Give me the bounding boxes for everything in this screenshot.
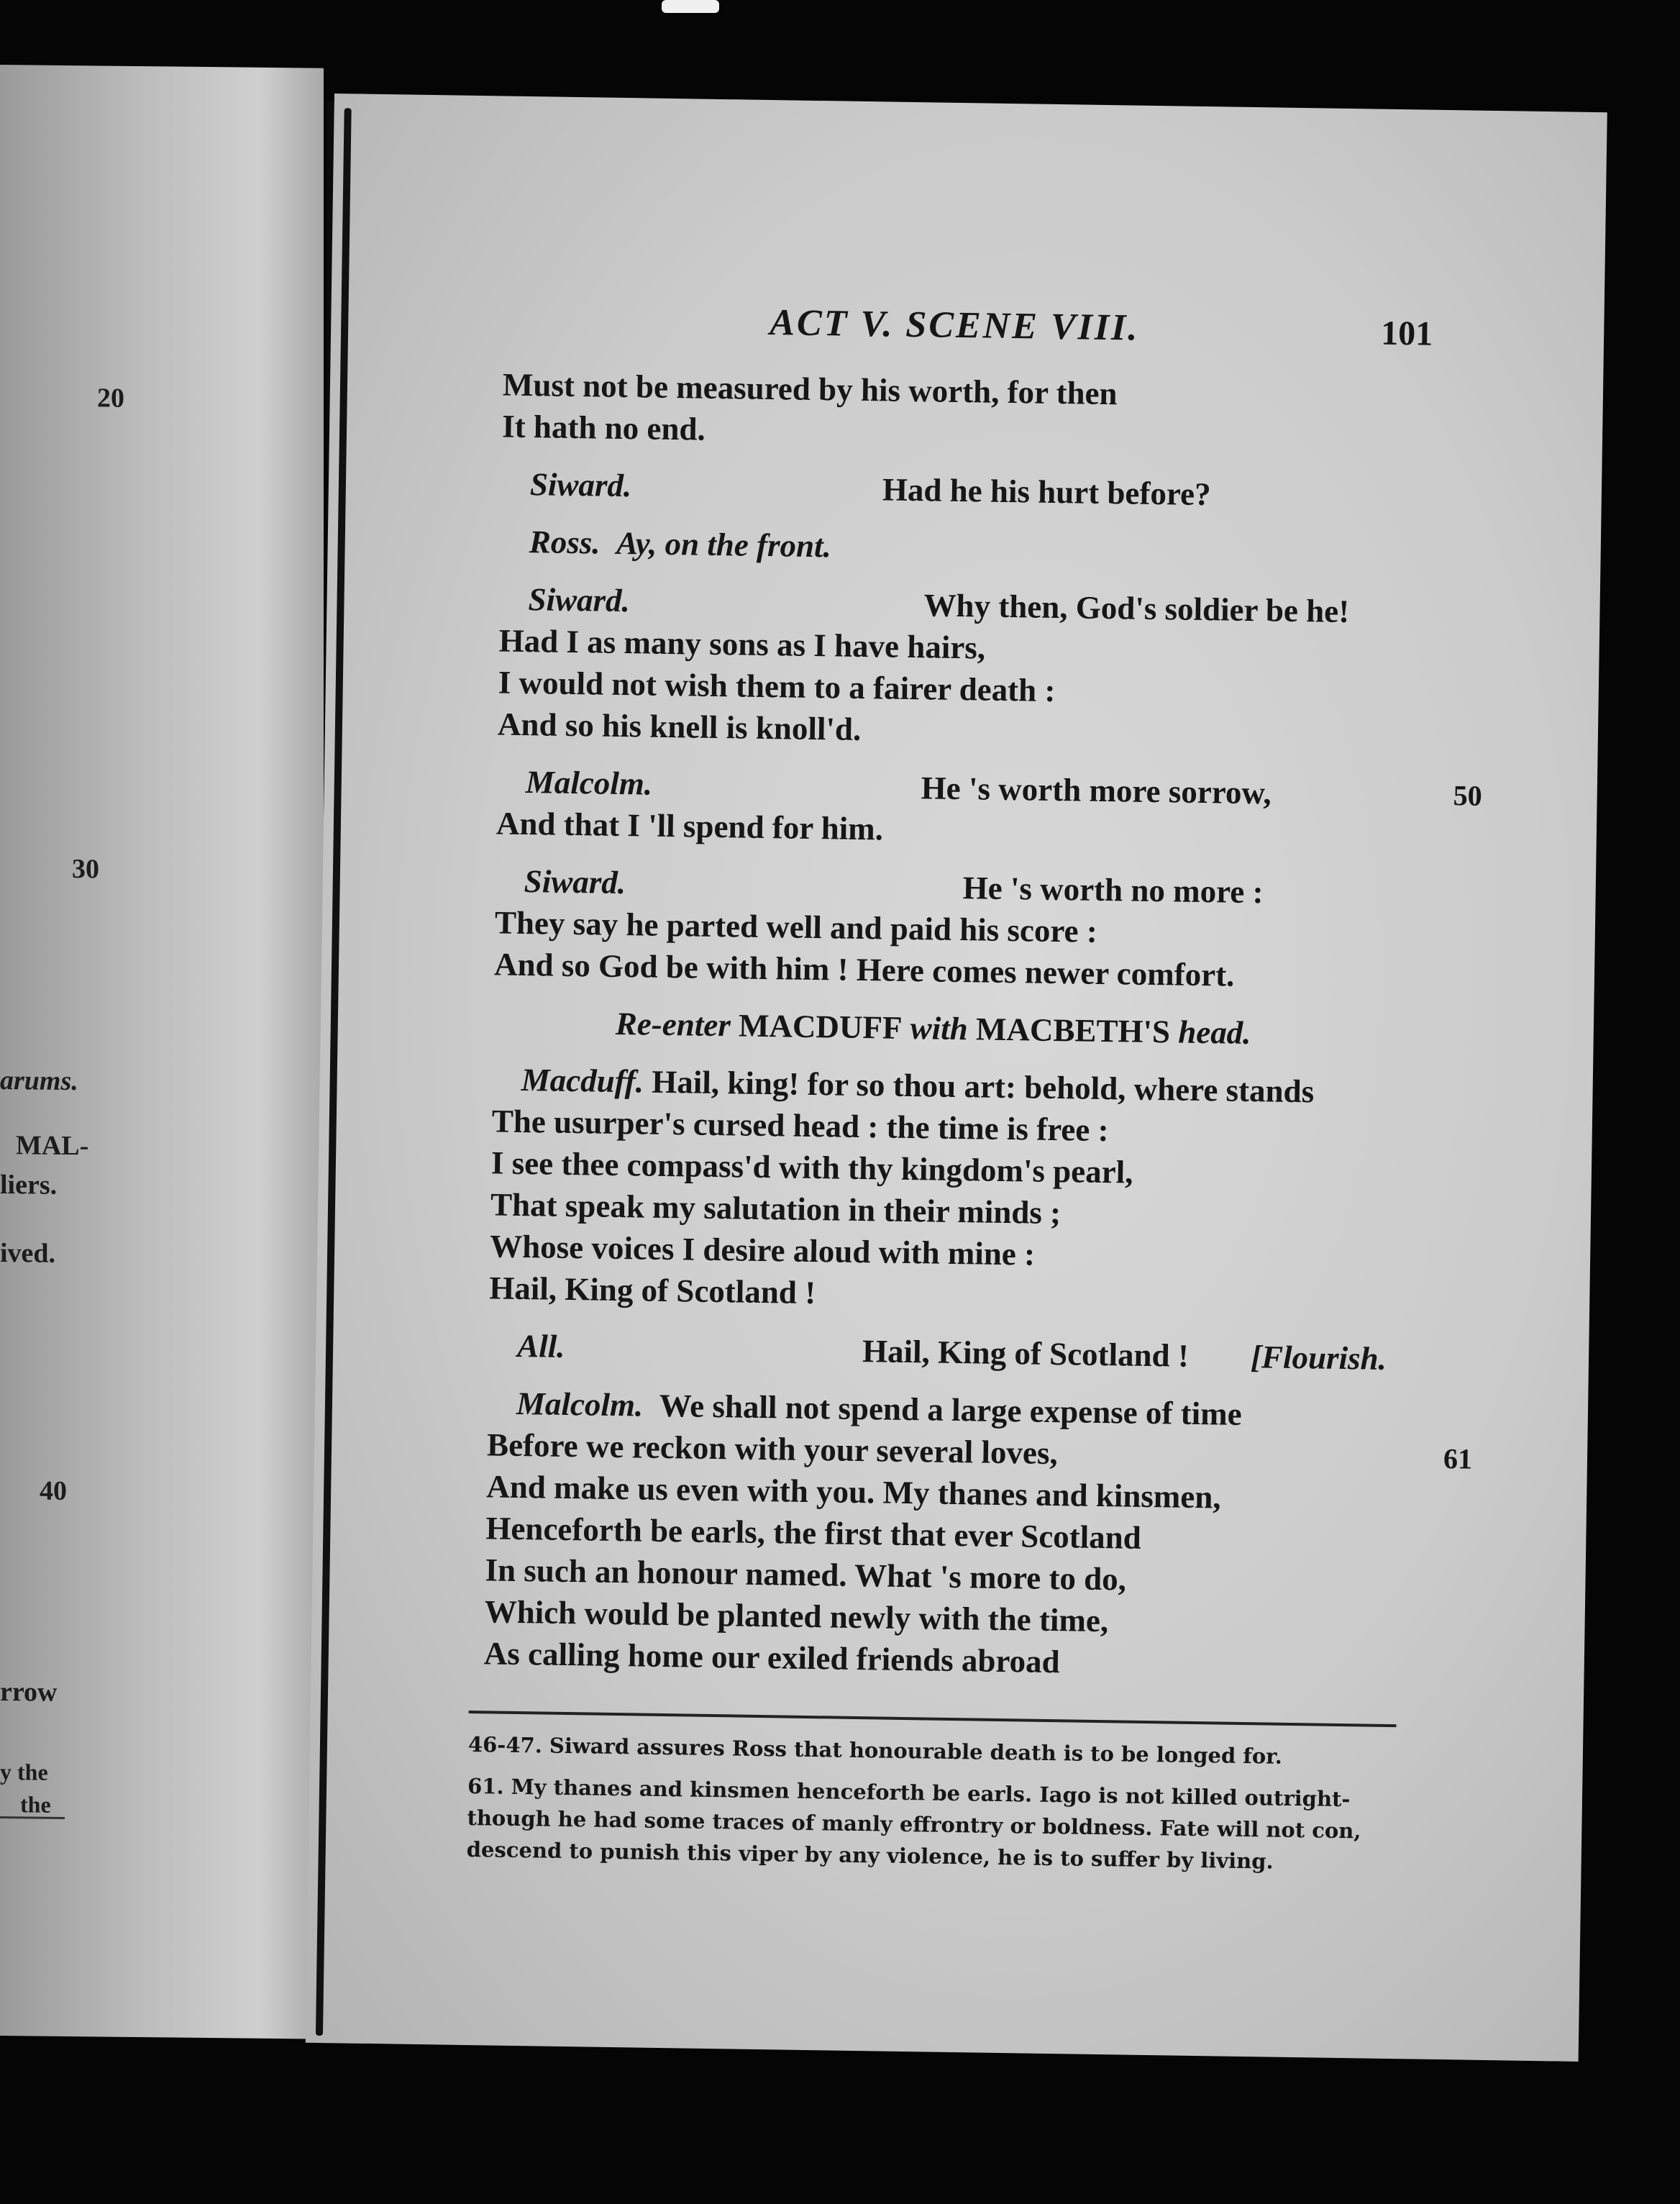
verse-line: Malcolm. He 's worth more sorrow, 50 <box>496 760 1425 816</box>
footnote-46-47: 46-47. Siward assures Ross that honourable death is to be longed for. <box>467 1732 1283 1769</box>
speaker-name: Siward. <box>528 581 631 619</box>
footnotes <box>466 1729 1396 1879</box>
verse-line: All. Hail, King of Scotland ! [Flourish. <box>488 1324 1417 1380</box>
running-header <box>331 295 1604 357</box>
play-text <box>483 364 1483 1688</box>
right-page <box>306 94 1607 2062</box>
verse-line: And that I 'll spend for him. <box>496 805 884 847</box>
speaker-name: Siward. <box>524 863 626 901</box>
footnote-rule <box>469 1711 1397 1727</box>
speaker-name: Malcolm. <box>525 764 653 802</box>
verse-line: Siward. Why then, God's soldier be he! <box>528 581 1350 630</box>
speaker-name: Ross. <box>529 524 601 561</box>
verse-line: Henceforth be earls, the first that ever Scotland <box>485 1510 1142 1556</box>
header-title: ACT V. SCENE VIII. <box>769 302 1140 349</box>
speaker-name: Macduff. <box>521 1062 644 1100</box>
film-spot <box>662 0 719 13</box>
line-number: 61 <box>1443 1442 1473 1475</box>
verse-line: In such an honour named. What 's more to do, <box>485 1552 1127 1598</box>
verse-line: And so God be with him ! Here comes newer comfort. <box>493 946 1235 993</box>
verse-line: Had I as many sons as I have hairs, <box>498 622 986 666</box>
speaker-name: All. <box>516 1327 565 1365</box>
left-line-number-30: 30 <box>72 854 99 885</box>
verse-line: They say he parted well and paid his score : <box>494 904 1098 950</box>
stage-direction: Re-enter MACDUFF with MACBETH'S head. <box>615 1005 1251 1052</box>
verse-line: And make us even with you. My thanes and kinsmen, <box>485 1468 1222 1516</box>
verse-line: Before we reckon with your several loves, 61 <box>487 1424 1415 1479</box>
left-fragment: the <box>20 1791 51 1818</box>
left-fragment: y the <box>0 1759 48 1785</box>
left-fragment: MAL- <box>16 1130 89 1162</box>
footnote-61-line: descend to punish this viper by any violence, he is to suffer by living. <box>466 1836 1274 1874</box>
flourish-direction: [Flourish. <box>1250 1339 1387 1377</box>
verse-line: Macduff. Hail, king! for so thou art: behold, where stands <box>521 1062 1315 1110</box>
line-number: 50 <box>1453 779 1483 812</box>
left-fragment: ived. <box>0 1238 56 1269</box>
verse-line: Siward. Had he his hurt before? <box>529 466 1211 513</box>
verse-line: Hail, King of Scotland ! <box>489 1270 816 1311</box>
left-fragment: arums. <box>0 1065 78 1097</box>
speaker-name: Siward. <box>529 466 632 504</box>
left-line-number-40: 40 <box>40 1475 67 1506</box>
footnote-61-line: 61. My thanes and kinsmen henceforth be earls. Iago is not killed outright- <box>467 1774 1351 1812</box>
verse-line: It hath no end. <box>501 408 706 447</box>
footnote-61-line: though he had some traces of manly effrontry or boldness. Fate will not con, <box>467 1805 1361 1844</box>
verse-line: I see thee compass'd with thy kingdom's pearl, <box>490 1144 1133 1190</box>
verse-line: Must not be measured by his worth, for then <box>502 366 1118 412</box>
left-fragment: liers. <box>0 1170 58 1201</box>
verse-line: Which would be planted newly with the time, <box>484 1593 1109 1639</box>
left-line-number-20: 20 <box>97 383 124 414</box>
verse-line: I would not wish them to a fairer death : <box>498 664 1056 709</box>
verse-line: Whose voices I desire aloud with mine : <box>489 1228 1036 1272</box>
verse-line: As calling home our exiled friends abroad <box>483 1635 1061 1680</box>
left-fragment: rrow <box>0 1677 58 1708</box>
left-page <box>0 65 324 2039</box>
page-number: 101 <box>1380 314 1433 353</box>
verse-line: Malcolm. We shall not spend a large expense of time <box>516 1385 1243 1432</box>
verse-line: The usurper's cursed head : the time is free : <box>491 1103 1109 1149</box>
verse-line: And so his knell is knoll'd. <box>497 706 862 747</box>
verse-line: Ross. Ay, on the front. <box>529 524 832 565</box>
verse-line: Siward. He 's worth no more : <box>524 863 1264 911</box>
verse-line: That speak my salutation in their minds ; <box>490 1186 1062 1231</box>
speaker-name: Malcolm. <box>516 1385 644 1424</box>
